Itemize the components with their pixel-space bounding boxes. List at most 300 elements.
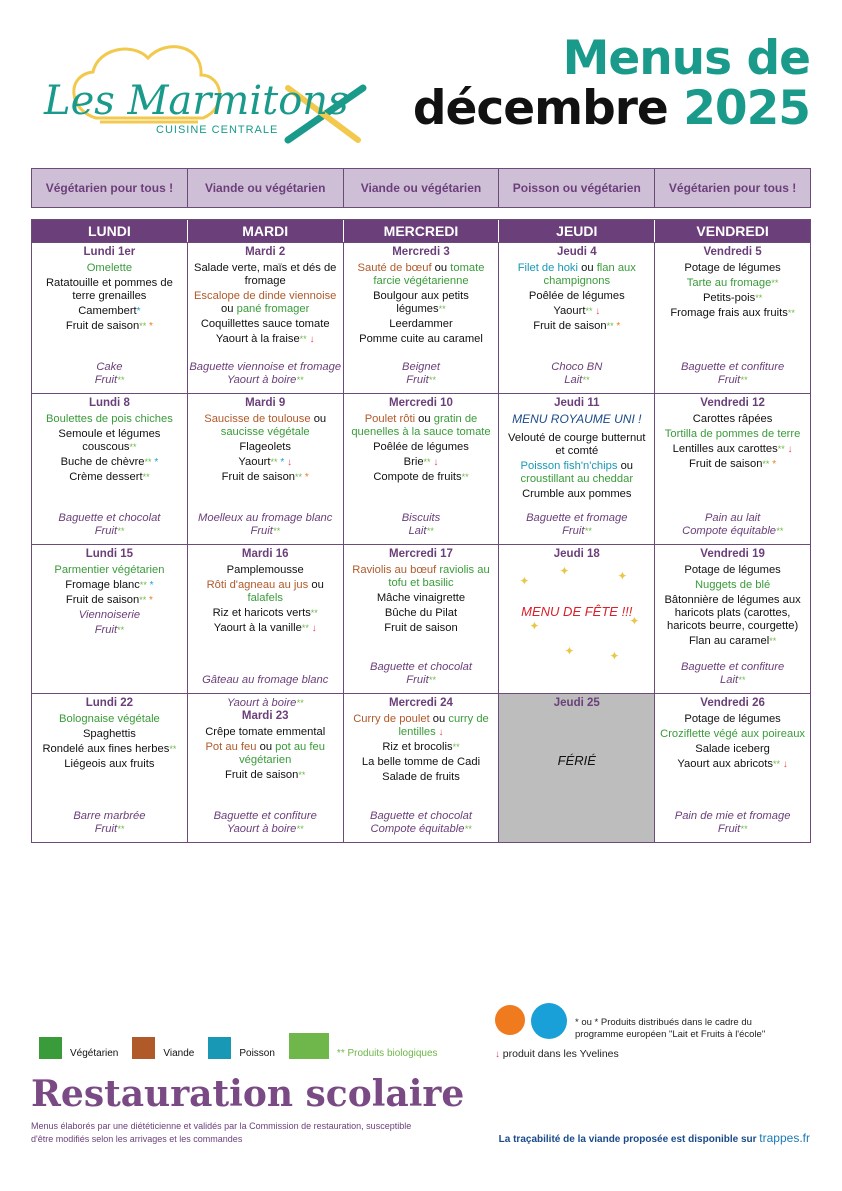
menu-item bbox=[659, 594, 806, 633]
sparkle-icon: ✦ bbox=[629, 614, 640, 628]
sparkle-icon: ✦ bbox=[617, 569, 628, 583]
menu-item-text: ou bbox=[256, 741, 276, 753]
bio-mark: ** bbox=[296, 698, 304, 708]
menu-item-text: Rôti d'agneau au jus bbox=[206, 579, 309, 591]
menu-item-text: Yaourt bbox=[553, 305, 586, 317]
menu-item-text: Compote de fruits bbox=[373, 471, 462, 483]
legend-bio-label: ** Produits biologiques bbox=[336, 1048, 438, 1059]
menu-item-text: ** bbox=[461, 472, 469, 482]
gouter-item: Cake bbox=[96, 361, 123, 373]
week-row bbox=[32, 693, 810, 842]
gouter-item: Lait** bbox=[408, 525, 434, 537]
gouter-block bbox=[344, 361, 499, 387]
day-cell bbox=[499, 694, 655, 842]
bio-mark: ** bbox=[776, 526, 784, 536]
menu-item bbox=[192, 579, 339, 605]
title-year: 2025 bbox=[683, 81, 810, 136]
menu-item-text: Flageolets bbox=[239, 441, 291, 453]
menu-item bbox=[348, 318, 495, 331]
gouter-block bbox=[32, 512, 187, 538]
menu-item-text: saucisse végétale bbox=[220, 426, 310, 438]
menu-item-text: Crème dessert bbox=[69, 471, 143, 483]
day-label: Mercredi 24 bbox=[389, 697, 453, 709]
menu-item-text: ** bbox=[129, 442, 137, 452]
menu-item-text: falafels bbox=[247, 592, 283, 604]
menu-item-text: Yaourt à la fraise bbox=[215, 333, 300, 345]
gouter-block bbox=[499, 512, 654, 538]
day-label: Jeudi 25 bbox=[553, 697, 600, 709]
gouter-item: Biscuits bbox=[401, 512, 441, 524]
menu-item bbox=[348, 771, 495, 784]
day-cell bbox=[188, 394, 344, 544]
day-label: Mardi 16 bbox=[241, 548, 289, 560]
menu-item-text: Fruit bbox=[94, 624, 118, 636]
menu-item-text: ↓ bbox=[784, 444, 793, 455]
menu-item-text: Pot au feu bbox=[205, 741, 257, 753]
menu-item bbox=[659, 728, 806, 741]
bio-mark: ** bbox=[117, 526, 125, 536]
gouter-block bbox=[344, 661, 499, 687]
gouter-block bbox=[655, 810, 810, 836]
menu-item bbox=[659, 262, 806, 275]
menu-item-text: Bolognaise végétale bbox=[59, 713, 160, 725]
menu-item-text: ou bbox=[221, 303, 237, 315]
bio-mark: ** bbox=[464, 824, 472, 834]
menu-item-text: ** bbox=[270, 457, 278, 467]
menu-item-text: flan aux champignons bbox=[543, 262, 636, 287]
day-label: Vendredi 5 bbox=[703, 246, 762, 258]
traceability-text: La traçabilité de la viande proposée est disponible sur bbox=[498, 1134, 757, 1145]
trappes-link[interactable]: trappes.fr bbox=[759, 1131, 810, 1145]
gouter-item: Lait** bbox=[564, 374, 590, 386]
menu-item-text: curry de lentilles bbox=[398, 713, 489, 738]
legend-veg-label: Végétarien bbox=[70, 1048, 119, 1059]
menu-item-text: ** bbox=[139, 595, 147, 605]
menu-item-text: Mâche vinaigrette bbox=[376, 592, 466, 604]
gouter-item: Baguette et confiture bbox=[213, 810, 317, 822]
week-rows bbox=[32, 242, 810, 842]
menu-item-text: Salade verte, maïs et dés de fromage bbox=[193, 262, 337, 287]
bio-mark: ** bbox=[582, 375, 590, 385]
menu-item-text: Pomme cuite au caramel bbox=[359, 333, 483, 345]
menu-item bbox=[36, 471, 183, 484]
menu-item-text: Riz et haricots verts bbox=[212, 607, 311, 619]
bio-mark: ** bbox=[740, 824, 748, 834]
day-cell bbox=[655, 694, 810, 842]
menu-item bbox=[659, 277, 806, 290]
bio-mark: ** bbox=[296, 375, 304, 385]
gouter-item: Baguette viennoise et fromage bbox=[189, 361, 342, 373]
menu-item-text: ** bbox=[142, 472, 150, 482]
menu-item bbox=[348, 333, 495, 346]
menu-item-text: Petits-pois bbox=[702, 292, 756, 304]
menu-item-text: Fromage frais aux fruits bbox=[670, 307, 788, 319]
menu-item-text: Salade de fruits bbox=[382, 771, 460, 783]
meat-swatch bbox=[132, 1037, 155, 1059]
menu-item-text: gratin de quenelles à la sauce tomate bbox=[351, 413, 491, 438]
menu-item bbox=[348, 622, 495, 635]
menu-item-text: * bbox=[151, 457, 159, 468]
menu-item-text: ou bbox=[431, 262, 451, 274]
menu-item bbox=[192, 471, 339, 484]
gouter-block bbox=[655, 512, 810, 538]
menu-item bbox=[348, 564, 495, 590]
menu-item-text: Yaourt aux abricots bbox=[677, 758, 773, 770]
menu-item-text: Fruit de saison bbox=[689, 458, 763, 470]
menu-item bbox=[659, 564, 806, 577]
menu-item bbox=[348, 262, 495, 288]
menu-item-text: Fruit de saison bbox=[65, 320, 140, 332]
legend bbox=[39, 1033, 438, 1059]
gouter-block bbox=[32, 810, 187, 836]
day-label: Vendredi 12 bbox=[700, 397, 765, 409]
gouter-item: Pain au lait bbox=[704, 512, 761, 524]
gouter-item: Fruit** bbox=[406, 674, 436, 686]
menu-item bbox=[348, 413, 495, 439]
fish-swatch bbox=[208, 1037, 231, 1059]
menu-item-text: Raviolis au bœuf bbox=[352, 564, 437, 576]
fruit-programme-icon bbox=[495, 1005, 525, 1035]
menu-item-text: Leerdammer bbox=[389, 318, 453, 330]
menu-item bbox=[503, 488, 650, 501]
gouter-item: Yaourt à boire** bbox=[226, 823, 304, 835]
gouter-item: Barre marbrée bbox=[73, 810, 146, 822]
menu-item-text: Filet de hoki bbox=[517, 262, 579, 274]
menu-item-text: Fruit de saison bbox=[533, 320, 607, 332]
gouter-block bbox=[655, 661, 810, 687]
menu-item bbox=[192, 607, 339, 620]
gouter-item: Fruit** bbox=[94, 823, 125, 835]
gouter-block bbox=[655, 361, 810, 387]
menu-item-text: ** bbox=[438, 304, 446, 314]
menu-item-text: Potage de légumes bbox=[684, 262, 781, 274]
menu-item-text: ** bbox=[301, 623, 309, 633]
sparkle-icon: ✦ bbox=[559, 564, 570, 578]
gouter-block bbox=[188, 512, 343, 538]
day-cell bbox=[32, 394, 188, 544]
menu-item-text: Carottes râpées bbox=[692, 413, 773, 425]
menu-item bbox=[659, 428, 806, 441]
menu-item bbox=[348, 756, 495, 769]
day-cell bbox=[344, 545, 500, 693]
menu-item-text: ** bbox=[585, 306, 593, 316]
legend-meat bbox=[132, 1037, 194, 1059]
menu-item-text: croustillant au cheddar bbox=[520, 473, 634, 485]
day-label: Jeudi 4 bbox=[556, 246, 597, 258]
special-menu-label: MENU ROYAUME UNI ! bbox=[512, 412, 642, 426]
menu-item bbox=[503, 320, 650, 333]
day-label: Jeudi 11 bbox=[554, 397, 600, 409]
bio-mark: ** bbox=[428, 375, 436, 385]
menu-item bbox=[36, 758, 183, 771]
menu-item bbox=[36, 277, 183, 303]
menu-item bbox=[348, 471, 495, 484]
menu-item bbox=[348, 741, 495, 754]
gouter-item: Baguette et confiture bbox=[680, 361, 785, 373]
programme-text: * ou * Produits distribués dans le cadre du programme européen "Lait et Fruits à l'école" bbox=[575, 1017, 766, 1040]
menu-item-text: ** bbox=[139, 580, 147, 590]
menu-item-text: Omelette bbox=[86, 262, 133, 274]
day-cell bbox=[32, 243, 188, 393]
day-cell bbox=[344, 694, 500, 842]
pre-gouter: Yaourt à boire** bbox=[226, 697, 304, 709]
menu-item-text: * bbox=[302, 472, 309, 483]
menu-item bbox=[503, 262, 650, 288]
gouter-item: Fruit** bbox=[406, 374, 436, 386]
bio-mark: ** bbox=[117, 375, 125, 385]
menu-item-text: Fruit de saison bbox=[225, 769, 299, 781]
bio-mark: ** bbox=[740, 375, 748, 385]
menu-item-text: Riz et brocolis bbox=[382, 741, 453, 753]
menu-item-text: ** bbox=[452, 742, 460, 752]
gouter-item: Pain de mie et fromage bbox=[674, 810, 791, 822]
gouter-item: Lait** bbox=[720, 674, 746, 686]
gouter-item: Fruit** bbox=[717, 823, 748, 835]
menu-item-text: Salade iceberg bbox=[695, 743, 770, 755]
gouter-item: Baguette et fromage bbox=[526, 512, 628, 524]
bio-mark: ** bbox=[738, 675, 746, 685]
menu-item-text: Poêlée de légumes bbox=[373, 441, 469, 453]
gouter-item: Beignet bbox=[402, 361, 440, 373]
menu-item bbox=[503, 305, 650, 318]
theme-lundi: Végétarien pour tous ! bbox=[32, 169, 188, 207]
menu-item bbox=[659, 635, 806, 648]
menu-item-text: ** bbox=[310, 608, 318, 618]
menu-item-text: ** bbox=[295, 472, 303, 482]
title-line2 bbox=[412, 81, 810, 136]
menu-item bbox=[503, 290, 650, 303]
gouter-item: Fruit** bbox=[94, 374, 125, 386]
day-cell bbox=[188, 694, 344, 842]
eu-organic-icon bbox=[289, 1033, 329, 1059]
menu-item bbox=[192, 441, 339, 454]
fete-label: MENU DE FÊTE !!! bbox=[521, 604, 633, 619]
ferie-label: FÉRIÉ bbox=[557, 753, 596, 768]
menu-item-text: Yaourt bbox=[238, 456, 271, 468]
menu-item bbox=[659, 292, 806, 305]
menu-item-text: Escalope de dinde viennoise bbox=[193, 290, 337, 302]
menu-item-text: Pamplemousse bbox=[226, 564, 304, 576]
menu-item-text: Potage de légumes bbox=[684, 564, 781, 576]
week-row bbox=[32, 393, 810, 544]
menu-item-text: ** bbox=[298, 770, 306, 780]
gouter-item: Yaourt à boire** bbox=[226, 374, 304, 386]
bio-mark: ** bbox=[296, 824, 304, 834]
menu-item bbox=[348, 607, 495, 620]
gouter-item: Compote équitable** bbox=[682, 525, 784, 537]
menu-item-text: Velouté de courge butternut et comté bbox=[508, 432, 646, 457]
menu-item bbox=[659, 758, 806, 771]
milk-programme-icon bbox=[531, 1003, 567, 1039]
brand-logo bbox=[38, 30, 368, 150]
veg-swatch bbox=[39, 1037, 62, 1059]
day-header-row bbox=[32, 220, 810, 242]
menu-item-text: ↓ bbox=[308, 623, 317, 634]
day-cell bbox=[655, 394, 810, 544]
menu-item bbox=[192, 622, 339, 635]
menu-item-text: ou bbox=[308, 579, 324, 591]
menu-item-text: Tarte au fromage bbox=[686, 277, 772, 289]
brand-subtitle: CUISINE CENTRALE bbox=[156, 124, 279, 136]
menu-item bbox=[36, 305, 183, 318]
menu-item-text: Camembert bbox=[78, 305, 137, 317]
menu-item-text: Rondelé aux fines herbes bbox=[42, 743, 170, 755]
day-label: Mardi 9 bbox=[245, 397, 286, 409]
menu-item-text: ** bbox=[423, 457, 431, 467]
menu-item-text: ** bbox=[787, 308, 795, 318]
menu-item-text: pot au feu végétarien bbox=[239, 741, 325, 766]
gouter-item: Moelleux au fromage blanc bbox=[198, 512, 333, 524]
menu-item-text: Boulettes de pois chiches bbox=[45, 413, 173, 425]
menu-item-text: Poulet rôti bbox=[364, 413, 416, 425]
gouter-item: Fruit** bbox=[94, 525, 125, 537]
bio-mark: ** bbox=[272, 526, 280, 536]
sparkle-icon: ✦ bbox=[564, 644, 575, 658]
day-cell bbox=[655, 243, 810, 393]
menu-item bbox=[192, 262, 339, 288]
legend-meat-label: Viande bbox=[163, 1048, 195, 1059]
menu-item bbox=[36, 713, 183, 726]
legend-veg bbox=[39, 1037, 118, 1059]
menu-item bbox=[36, 320, 183, 333]
day-header: LUNDI bbox=[32, 220, 188, 242]
gouter-block bbox=[344, 512, 499, 538]
menu-item bbox=[192, 333, 339, 346]
menu-item-text: ↓ bbox=[435, 727, 444, 738]
yvelines-label: produit dans les Yvelines bbox=[502, 1048, 619, 1060]
day-cell bbox=[344, 394, 500, 544]
menu-item-text: Fruit de saison bbox=[65, 594, 140, 606]
menu-item-text: Tortilla de pommes de terre bbox=[664, 428, 801, 440]
menu-item-text: ** bbox=[769, 636, 777, 646]
footer-note: Menus élaborés par une diététicienne et validés par la Commission de restauration, susceptible d'être modifiés selon les arrivages et les commandes bbox=[31, 1121, 412, 1144]
menu-item-text: Fruit de saison bbox=[221, 471, 296, 483]
day-cell bbox=[32, 545, 188, 693]
theme-vendredi: Végétarien pour tous ! bbox=[655, 169, 810, 207]
menu-item-text: Spaghettis bbox=[82, 728, 136, 740]
menu-item-text: * bbox=[146, 321, 153, 332]
menu-item bbox=[348, 713, 495, 739]
menu-item-text: Buche de chèvre bbox=[60, 456, 145, 468]
theme-row bbox=[31, 168, 811, 208]
bio-mark: ** bbox=[584, 526, 592, 536]
week-row bbox=[32, 544, 810, 693]
menu-item-text: Poêlée de légumes bbox=[528, 290, 625, 302]
page-title bbox=[412, 31, 810, 136]
menu-item-text: ou bbox=[617, 460, 634, 472]
legend-fish bbox=[208, 1037, 275, 1059]
menu-item-text: ** bbox=[139, 321, 147, 331]
menu-item bbox=[348, 290, 495, 316]
day-label: Lundi 8 bbox=[88, 397, 130, 409]
menu-item bbox=[36, 609, 183, 622]
menu-item-text: Sauté de bœuf bbox=[357, 262, 432, 274]
menu-item-text: Fruit de saison bbox=[384, 622, 458, 634]
menu-item bbox=[503, 460, 650, 486]
theme-jeudi: Poisson ou végétarien bbox=[499, 169, 655, 207]
menu-item bbox=[659, 307, 806, 320]
gouter-block bbox=[499, 361, 654, 387]
gouter-item: Baguette et chocolat bbox=[369, 810, 472, 822]
menu-item-text: Viennoiserie bbox=[78, 609, 141, 621]
brand-name: Les Marmitons bbox=[44, 78, 349, 124]
menu-item-text: ↓ bbox=[779, 759, 788, 770]
menu-item bbox=[659, 713, 806, 726]
menu-item-text: ↓ bbox=[430, 457, 439, 468]
menu-item-text: * bbox=[277, 457, 285, 468]
menu-item-text: ** bbox=[606, 321, 614, 331]
menu-item bbox=[192, 726, 339, 739]
menu-item bbox=[36, 579, 183, 592]
menu-item-text: ou bbox=[429, 713, 449, 725]
gouter-item: Baguette et chocolat bbox=[369, 661, 472, 673]
menu-item bbox=[659, 443, 806, 456]
menu-item bbox=[36, 624, 183, 637]
menu-item bbox=[348, 592, 495, 605]
day-cell bbox=[188, 545, 344, 693]
menu-item bbox=[36, 428, 183, 454]
gouter-block bbox=[32, 361, 187, 387]
menu-item-text: Potage de légumes bbox=[684, 713, 781, 725]
menu-item-text: ou bbox=[415, 413, 434, 425]
bio-mark: ** bbox=[117, 824, 125, 834]
menu-item bbox=[503, 432, 650, 458]
menu-item bbox=[36, 743, 183, 756]
day-header: MARDI bbox=[188, 220, 344, 242]
title-line1: Menus de bbox=[562, 31, 810, 86]
gouter-item: Compote équitable** bbox=[370, 823, 472, 835]
gouter-item: Baguette et confiture bbox=[680, 661, 785, 673]
day-cell bbox=[344, 243, 500, 393]
menu-item-text: tomate farcie végétarienne bbox=[373, 262, 485, 287]
gouter-item: Gâteau au fromage blanc bbox=[202, 674, 329, 686]
theme-mardi: Viande ou végétarien bbox=[188, 169, 344, 207]
programme-info bbox=[495, 1003, 815, 1073]
menu-item-text: ** bbox=[762, 459, 770, 469]
gouter-item: Baguette et chocolat bbox=[58, 512, 161, 524]
day-cell bbox=[655, 545, 810, 693]
menu-item-text: Yaourt à la vanille bbox=[213, 622, 302, 634]
menu-item-text: raviolis au tofu et basilic bbox=[388, 564, 490, 589]
sparkle-icon: ✦ bbox=[529, 619, 540, 633]
menu-item-text: ** bbox=[144, 457, 152, 467]
title-month: décembre bbox=[412, 81, 668, 136]
gouter-item: Fruit** bbox=[250, 525, 280, 537]
menu-item-text: La belle tomme de Cadi bbox=[361, 756, 481, 768]
traceability-note bbox=[499, 1131, 810, 1145]
menu-item-text: * bbox=[136, 306, 141, 317]
legend-bio bbox=[289, 1033, 438, 1059]
menu-item-text: ↓ bbox=[306, 334, 315, 345]
theme-mercredi: Viande ou végétarien bbox=[344, 169, 500, 207]
day-header: JEUDI bbox=[499, 220, 655, 242]
menu-item-text: ** bbox=[117, 625, 125, 635]
menu-item bbox=[36, 564, 183, 577]
menu-item-text: pané fromager bbox=[236, 303, 310, 315]
legend-fish-label: Poisson bbox=[239, 1048, 275, 1059]
footer-title: Restauration scolaire bbox=[31, 1073, 465, 1115]
menu-item bbox=[36, 456, 183, 469]
menu-item bbox=[659, 413, 806, 426]
menu-item-text: * bbox=[769, 459, 777, 470]
gouter-block bbox=[188, 674, 343, 687]
menu-item-text: Liégeois aux fruits bbox=[64, 758, 155, 770]
menu-item-text: ** bbox=[771, 278, 779, 288]
gouter-item: Fruit** bbox=[717, 374, 748, 386]
bio-mark: ** bbox=[426, 526, 434, 536]
menu-item-text: Saucisse de toulouse bbox=[204, 413, 311, 425]
day-label: Vendredi 26 bbox=[700, 697, 765, 709]
